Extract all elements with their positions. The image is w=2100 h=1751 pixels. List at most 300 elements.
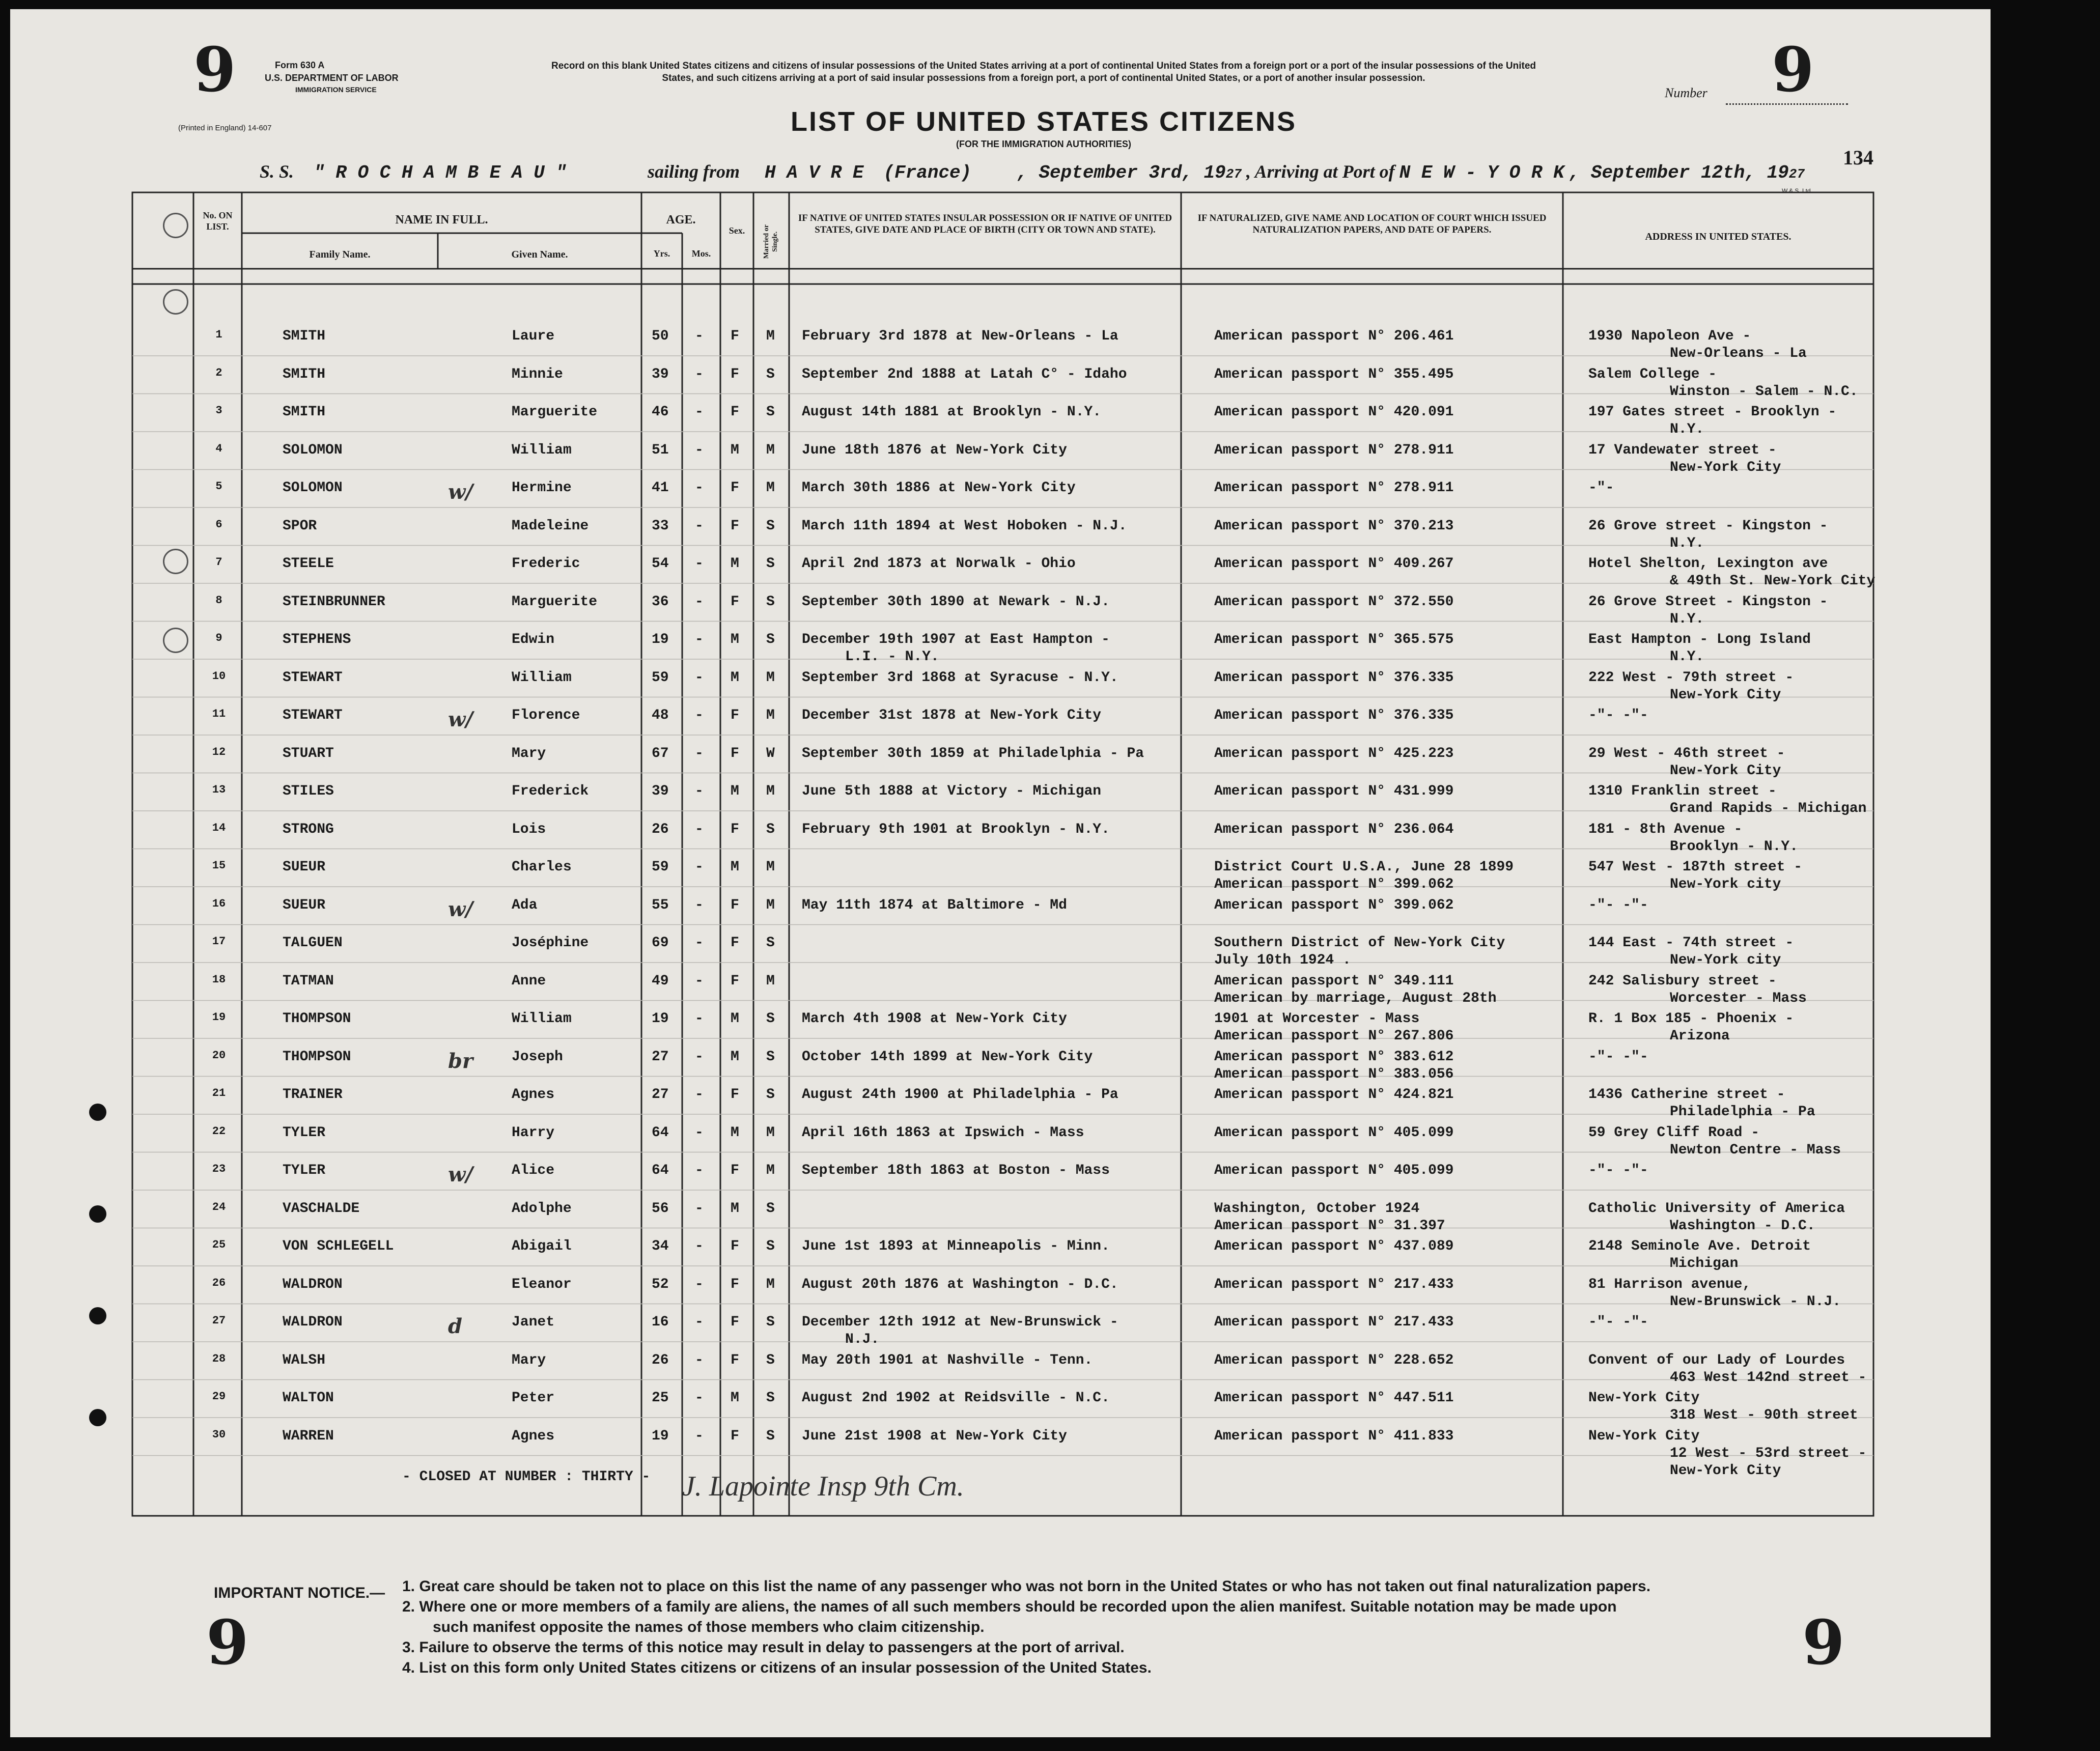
age-months: - xyxy=(695,1390,704,1406)
hdr-name: NAME IN FULL. xyxy=(395,213,488,227)
age-years: 19 xyxy=(652,1428,669,1444)
family-name: STEINBRUNNER xyxy=(283,594,385,610)
form-no: Form 630 A xyxy=(275,60,325,70)
ring-hole xyxy=(163,213,188,238)
form-title: LIST OF UNITED STATES CITIZENS xyxy=(791,106,1297,137)
marital-status: S xyxy=(766,594,775,610)
given-name: Agnes xyxy=(512,1087,555,1103)
age-months: - xyxy=(695,783,704,799)
row-number: 24 xyxy=(212,1200,226,1213)
hdr-age: AGE. xyxy=(666,213,696,227)
age-years: 67 xyxy=(652,745,669,761)
sex: M xyxy=(731,669,739,686)
age-months: - xyxy=(695,897,704,913)
family-name: SMITH xyxy=(283,328,326,344)
address: 242 Salisbury street - xyxy=(1588,973,1777,989)
address: 197 Gates street - Brooklyn - xyxy=(1588,404,1837,420)
row-number: 2 xyxy=(215,366,222,379)
annotation-mark: w/ xyxy=(448,480,473,504)
given-name: Joseph xyxy=(512,1049,563,1065)
naturalization-info: American passport N° 217.433 xyxy=(1214,1276,1454,1292)
age-months: - xyxy=(695,1352,704,1368)
given-name: Marguerite xyxy=(512,404,598,420)
marital-status: M xyxy=(766,1124,775,1141)
sex: M xyxy=(731,1200,739,1217)
birth-info: September 30th 1890 at Newark - N.J. xyxy=(802,594,1110,610)
printer-mark: W.& S. Ltd. xyxy=(1782,187,1813,194)
address: Hotel Shelton, Lexington ave xyxy=(1588,556,1828,572)
given-name: Joséphine xyxy=(512,935,589,951)
footer-number-right: 9 xyxy=(1802,1607,1845,1679)
sex: M xyxy=(731,442,739,458)
footer-number-left: 9 xyxy=(206,1607,249,1679)
naturalization-info: American passport N° 409.267 xyxy=(1214,556,1454,572)
address: 29 West - 46th street - xyxy=(1588,745,1785,761)
row-number: 18 xyxy=(212,973,226,986)
marital-status: S xyxy=(766,632,775,647)
sex: F xyxy=(731,1314,739,1330)
sex: F xyxy=(731,518,739,534)
address: 81 Harrison avenue, xyxy=(1588,1276,1751,1292)
address-cont: New-York city xyxy=(1670,877,1781,892)
marital-status: M xyxy=(766,328,775,344)
age-years: 46 xyxy=(652,404,669,420)
sex: M xyxy=(731,859,739,875)
annotation-mark: w/ xyxy=(448,897,473,921)
address: 26 Grove street - Kingston - xyxy=(1588,518,1828,534)
family-name: TYLER xyxy=(283,1124,326,1141)
hdr-address: ADDRESS IN UNITED STATES. xyxy=(1645,231,1791,242)
age-months: - xyxy=(695,1314,704,1330)
family-name: STEELE xyxy=(283,556,334,572)
marital-status: M xyxy=(766,1276,775,1292)
family-name: SUEUR xyxy=(283,897,326,913)
row-number: 14 xyxy=(212,821,226,834)
naturalization-info: American passport N° 383.612 xyxy=(1214,1049,1454,1065)
sex: F xyxy=(731,480,739,496)
row-number: 13 xyxy=(212,783,226,796)
age-months: - xyxy=(695,708,704,723)
address: 59 Grey Cliff Road - xyxy=(1588,1124,1760,1141)
row-number: 9 xyxy=(215,632,222,644)
age-years: 26 xyxy=(652,821,669,837)
family-name: TATMAN xyxy=(283,973,334,989)
annotation-mark: w/ xyxy=(448,1163,473,1187)
age-years: 41 xyxy=(652,480,669,496)
marital-status: S xyxy=(766,1238,775,1254)
hdr-family: Family Name. xyxy=(309,249,371,260)
marital-status: M xyxy=(766,783,775,799)
birth-info: April 16th 1863 at Ipswich - Mass xyxy=(802,1124,1084,1141)
sex: F xyxy=(731,328,739,344)
address-cont: N.Y. xyxy=(1670,421,1704,437)
annotation-mark: br xyxy=(448,1049,473,1073)
address-cont: Worcester - Mass xyxy=(1670,990,1807,1006)
address: East Hampton - Long Island xyxy=(1588,632,1811,647)
marital-status: M xyxy=(766,669,775,686)
ss-label: S. S. xyxy=(260,161,294,182)
naturalization-info: American passport N° 447.511 xyxy=(1214,1390,1454,1406)
family-name: SPOR xyxy=(283,518,317,534)
notice-item-4: 4. List on this form only United States citizens or citizens of an insular possession of the United States. xyxy=(402,1659,1152,1676)
naturalization-info-cont: American passport N° 31.397 xyxy=(1214,1218,1445,1234)
address-cont: New-Brunswick - N.J. xyxy=(1670,1293,1841,1310)
given-name: Ada xyxy=(512,897,538,913)
age-years: 36 xyxy=(652,594,669,610)
address-cont: Michigan xyxy=(1670,1256,1739,1272)
naturalization-info: American passport N° 405.099 xyxy=(1214,1163,1454,1178)
address: 1310 Franklin street - xyxy=(1588,783,1777,799)
birth-info: September 3rd 1868 at Syracuse - N.Y. xyxy=(802,669,1118,686)
age-months: - xyxy=(695,404,704,420)
country: (France) xyxy=(883,162,972,183)
address: 1930 Napoleon Ave - xyxy=(1588,328,1751,344)
naturalization-info: American passport N° 372.550 xyxy=(1214,594,1454,610)
naturalization-info-cont: American passport N° 267.806 xyxy=(1214,1028,1454,1044)
ring-hole xyxy=(163,549,188,574)
given-name: Hermine xyxy=(512,480,572,496)
family-name: STEWART xyxy=(283,708,343,723)
marital-status: M xyxy=(766,973,775,989)
given-name: William xyxy=(512,1011,572,1027)
birth-info: February 9th 1901 at Brooklyn - N.Y. xyxy=(802,821,1110,837)
punch-hole xyxy=(89,1104,106,1121)
sex: M xyxy=(731,1011,739,1027)
age-years: 26 xyxy=(652,1352,669,1368)
age-years: 59 xyxy=(652,859,669,875)
sex: F xyxy=(731,1163,739,1178)
age-months: - xyxy=(695,1276,704,1292)
age-months: - xyxy=(695,745,704,761)
age-months: - xyxy=(695,1238,704,1254)
sex: M xyxy=(731,556,739,572)
marital-status: S xyxy=(766,518,775,534)
page-number: 134 xyxy=(1843,146,1873,169)
birth-info: June 21st 1908 at New-York City xyxy=(802,1428,1067,1444)
given-name: Anne xyxy=(512,973,546,989)
birth-info: April 2nd 1873 at Norwalk - Ohio xyxy=(802,556,1076,572)
row-number: 23 xyxy=(212,1163,226,1175)
address-cont: Philadelphia - Pa xyxy=(1670,1104,1815,1120)
marital-status: S xyxy=(766,1049,775,1065)
naturalization-info: American passport N° 355.495 xyxy=(1214,366,1454,382)
age-months: - xyxy=(695,859,704,875)
marital-status: S xyxy=(766,1200,775,1217)
age-years: 19 xyxy=(652,1011,669,1027)
age-years: 25 xyxy=(652,1390,669,1406)
marital-status: S xyxy=(766,1428,775,1444)
row-number: 15 xyxy=(212,859,226,872)
port-from: H A V R E xyxy=(764,162,864,183)
row-number: 29 xyxy=(212,1390,226,1403)
family-name: VASCHALDE xyxy=(283,1200,360,1217)
age-years: 55 xyxy=(652,897,669,913)
naturalization-info-cont: American by marriage, August 28th xyxy=(1214,990,1497,1006)
naturalization-info: District Court U.S.A., June 28 1899 xyxy=(1214,859,1514,875)
family-name: SMITH xyxy=(283,404,326,420)
naturalization-info: American passport N° 411.833 xyxy=(1214,1428,1454,1444)
age-years: 39 xyxy=(652,783,669,799)
age-months: - xyxy=(695,1124,704,1141)
sex: M xyxy=(731,1049,739,1065)
form-subtitle: (FOR THE IMMIGRATION AUTHORITIES) xyxy=(956,139,1131,149)
sailing-label: sailing from xyxy=(647,161,740,182)
family-name: SOLOMON xyxy=(283,480,343,496)
age-years: 34 xyxy=(652,1238,669,1254)
age-years: 51 xyxy=(652,442,669,458)
family-name: STEWART xyxy=(283,669,343,686)
row-number: 19 xyxy=(212,1011,226,1024)
naturalization-info: American passport N° 278.911 xyxy=(1214,442,1454,458)
family-name: TYLER xyxy=(283,1163,326,1178)
inspector-signature: J. Lapointe Insp 9th Cm. xyxy=(682,1471,964,1502)
naturalization-info-cont: American passport N° 383.056 xyxy=(1214,1066,1454,1082)
naturalization-info: American passport N° 437.089 xyxy=(1214,1238,1454,1254)
age-months: - xyxy=(695,632,704,647)
age-months: - xyxy=(695,442,704,458)
address: New-York City xyxy=(1588,1428,1700,1444)
given-name: Mary xyxy=(512,745,546,761)
sail-date: , September 3rd, 19 xyxy=(1017,162,1226,183)
annotation-mark: d xyxy=(448,1314,462,1338)
family-name: WALTON xyxy=(283,1390,334,1406)
birth-info: March 11th 1894 at West Hoboken - N.J. xyxy=(802,518,1127,534)
age-years: 59 xyxy=(652,669,669,686)
naturalization-info: Washington, October 1924 xyxy=(1214,1200,1420,1217)
age-months: - xyxy=(695,594,704,610)
form-number-left: 9 xyxy=(193,34,236,106)
birth-info: May 20th 1901 at Nashville - Tenn. xyxy=(802,1352,1093,1368)
birth-info: June 5th 1888 at Victory - Michigan xyxy=(802,783,1102,799)
age-months: - xyxy=(695,366,704,382)
given-name: Mary xyxy=(512,1352,546,1368)
ring-hole xyxy=(163,628,188,653)
naturalization-info: American passport N° 278.911 xyxy=(1214,480,1454,496)
naturalization-info: Southern District of New-York City xyxy=(1214,935,1505,951)
birth-info: August 2nd 1902 at Reidsville - N.C. xyxy=(802,1390,1110,1406)
sex: F xyxy=(731,366,739,382)
birth-info: February 3rd 1878 at New-Orleans - La xyxy=(802,328,1118,344)
hdr-given: Given Name. xyxy=(511,249,568,260)
arrive-date: , September 12th, 19 xyxy=(1569,162,1789,183)
age-months: - xyxy=(695,1087,704,1103)
family-name: VON SCHLEGELL xyxy=(283,1238,394,1254)
address-cont: 463 West 142nd street - xyxy=(1670,1369,1867,1386)
birth-info: December 31st 1878 at New-York City xyxy=(802,708,1102,723)
closing-note: - CLOSED AT NUMBER : THIRTY - xyxy=(402,1469,651,1485)
sex: F xyxy=(731,935,739,951)
naturalization-info: American passport N° 425.223 xyxy=(1214,745,1454,761)
hdr-sex: Sex. xyxy=(729,225,745,236)
row-number: 8 xyxy=(215,594,222,607)
marital-status: S xyxy=(766,935,775,951)
arriving-label: , Arriving at Port of xyxy=(1246,161,1395,182)
age-months: - xyxy=(695,1428,704,1444)
row-number: 26 xyxy=(212,1276,226,1289)
sex: F xyxy=(731,897,739,913)
age-months: - xyxy=(695,1163,704,1178)
row-number: 10 xyxy=(212,669,226,683)
marital-status: S xyxy=(766,1011,775,1027)
naturalization-info: American passport N° 370.213 xyxy=(1214,518,1454,534)
row-number: 21 xyxy=(212,1087,226,1099)
naturalization-info: American passport N° 206.461 xyxy=(1214,328,1454,344)
age-months: - xyxy=(695,1200,704,1217)
address-cont: Grand Rapids - Michigan xyxy=(1670,801,1867,816)
birth-info: May 11th 1874 at Baltimore - Md xyxy=(802,897,1067,913)
given-name: Madeleine xyxy=(512,518,589,534)
hdr-married: Married or Single. xyxy=(763,224,779,259)
naturalization-info: American passport N° 420.091 xyxy=(1214,404,1454,420)
age-years: 39 xyxy=(652,366,669,382)
sex: F xyxy=(731,1238,739,1254)
given-name: Harry xyxy=(512,1124,555,1141)
birth-info: December 12th 1912 at New-Brunswick - xyxy=(802,1314,1118,1330)
sex: F xyxy=(731,594,739,610)
age-years: 33 xyxy=(652,518,669,534)
address: 547 West - 187th street - xyxy=(1588,859,1803,875)
naturalization-info: American passport N° 217.433 xyxy=(1214,1314,1454,1330)
age-months: - xyxy=(695,669,704,686)
age-years: 16 xyxy=(652,1314,669,1330)
naturalization-info-cont: July 10th 1924 . xyxy=(1214,952,1351,968)
address-cont: New-York city xyxy=(1670,952,1781,968)
address: -"- -"- xyxy=(1588,1163,1648,1178)
manifest-page xyxy=(10,9,1991,1737)
address: -"- -"- xyxy=(1588,897,1648,913)
form-number-right: 9 xyxy=(1772,34,1814,106)
sail-year: 27 xyxy=(1225,166,1242,182)
address: -"- -"- xyxy=(1588,708,1648,723)
age-years: 69 xyxy=(652,935,669,951)
address: R. 1 Box 185 - Phoenix - xyxy=(1588,1011,1794,1027)
address: -"- -"- xyxy=(1588,1314,1648,1330)
address-cont: New-York City xyxy=(1670,459,1781,475)
sex: M xyxy=(731,632,739,647)
address-cont: Newton Centre - Mass xyxy=(1670,1142,1841,1158)
given-name: Lois xyxy=(512,821,546,837)
family-name: WALDRON xyxy=(283,1276,343,1292)
birth-info: September 2nd 1888 at Latah C° - Idaho xyxy=(802,366,1127,382)
naturalization-info: 1901 at Worcester - Mass xyxy=(1214,1011,1420,1027)
family-name: WARREN xyxy=(283,1428,334,1444)
address: New-York City xyxy=(1588,1390,1700,1406)
age-years: 64 xyxy=(652,1163,669,1178)
hdr-birth: IF NATIVE OF UNITED STATES INSULAR POSSESSION OR IF NATIVE OF UNITED STATES, GIVE DATE AND PLACE OF BIRTH (CITY OR TOWN AND STATE). xyxy=(798,213,1172,235)
row-number: 20 xyxy=(212,1049,226,1062)
family-name: TRAINER xyxy=(283,1087,343,1103)
sex: F xyxy=(731,973,739,989)
birth-info: August 14th 1881 at Brooklyn - N.Y. xyxy=(802,404,1102,420)
birth-info: June 1st 1893 at Minneapolis - Minn. xyxy=(802,1238,1110,1254)
given-name: Peter xyxy=(512,1390,555,1406)
row-number: 25 xyxy=(212,1238,226,1251)
sex: F xyxy=(731,745,739,761)
address: 222 West - 79th street - xyxy=(1588,669,1794,686)
age-years: 50 xyxy=(652,328,669,344)
birth-info: June 18th 1876 at New-York City xyxy=(802,442,1067,458)
age-years: 54 xyxy=(652,556,669,572)
naturalization-info: American passport N° 424.821 xyxy=(1214,1087,1454,1103)
address-cont: New-Orleans - La xyxy=(1670,346,1807,361)
marital-status: W xyxy=(766,745,775,761)
given-name: Marguerite xyxy=(512,594,598,610)
row-number: 4 xyxy=(215,442,222,455)
notice-item-3: 3. Failure to observe the terms of this notice may result in delay to passengers at the port of arrival. xyxy=(402,1639,1125,1656)
marital-status: S xyxy=(766,1087,775,1103)
naturalization-info: American passport N° 376.335 xyxy=(1214,669,1454,686)
punch-hole xyxy=(89,1307,106,1324)
naturalization-info: American passport N° 431.999 xyxy=(1214,783,1454,799)
address: 144 East - 74th street - xyxy=(1588,935,1794,951)
birth-info-cont: L.I. - N.Y. xyxy=(845,649,939,665)
address: 2148 Seminole Ave. Detroit xyxy=(1588,1238,1811,1254)
family-name: SOLOMON xyxy=(283,442,343,458)
address-cont: 318 West - 90th street xyxy=(1670,1407,1858,1423)
family-name: SMITH xyxy=(283,366,326,382)
sex: M xyxy=(731,1390,739,1406)
marital-status: S xyxy=(766,1352,775,1368)
given-name: William xyxy=(512,442,572,458)
sex: M xyxy=(731,783,739,799)
row-number: 17 xyxy=(212,935,226,948)
age-months: - xyxy=(695,935,704,951)
hdr-mos: Mos. xyxy=(691,248,711,259)
family-name: STRONG xyxy=(283,821,334,837)
given-name: Laure xyxy=(512,328,555,344)
given-name: Frederic xyxy=(512,556,580,572)
naturalization-info-cont: American passport N° 399.062 xyxy=(1214,877,1454,892)
address: Salem College - xyxy=(1588,366,1717,382)
ring-hole xyxy=(163,289,188,315)
address-cont: N.Y. xyxy=(1670,611,1704,627)
birth-info-cont: N.J. xyxy=(845,1332,880,1347)
hdr-naturalized: IF NATURALIZED, GIVE NAME AND LOCATION OF COURT WHICH ISSUED NATURALIZATION PAPERS, AND DATE OF PAPERS. xyxy=(1197,213,1547,235)
address-cont: New-York City xyxy=(1670,687,1781,703)
marital-status: M xyxy=(766,1163,775,1178)
birth-info: September 30th 1859 at Philadelphia - Pa xyxy=(802,745,1144,761)
family-name: SUEUR xyxy=(283,859,326,875)
address: 1436 Catherine street - xyxy=(1588,1087,1785,1103)
given-name: William xyxy=(512,669,572,686)
marital-status: S xyxy=(766,556,775,572)
age-years: 56 xyxy=(652,1200,669,1217)
age-months: - xyxy=(695,556,704,572)
age-years: 27 xyxy=(652,1049,669,1065)
address-cont: Washington - D.C. xyxy=(1670,1218,1815,1234)
birth-info: August 20th 1876 at Washington - D.C. xyxy=(802,1276,1118,1292)
address: Catholic University of America xyxy=(1588,1200,1845,1217)
age-years: 19 xyxy=(652,632,669,647)
row-number: 22 xyxy=(212,1124,226,1138)
family-name: WALSH xyxy=(283,1352,326,1368)
hdr-no: No. ON LIST. xyxy=(203,210,233,232)
age-months: - xyxy=(695,480,704,496)
arrive-year: 27 xyxy=(1788,166,1805,182)
family-name: TALGUEN xyxy=(283,935,343,951)
given-name: Charles xyxy=(512,859,572,875)
sex: F xyxy=(731,821,739,837)
marital-status: S xyxy=(766,1314,775,1330)
annotation-mark: w/ xyxy=(448,708,473,731)
given-name: Janet xyxy=(512,1314,555,1330)
naturalization-info: American passport N° 228.652 xyxy=(1214,1352,1454,1368)
birth-info: March 4th 1908 at New-York City xyxy=(802,1011,1067,1027)
address-cont: N.Y. xyxy=(1670,649,1704,665)
notice-item-1: 1. Great care should be taken not to place on this list the name of any passenger who was not born in the United States or who has not taken out final naturalization papers. xyxy=(402,1578,1651,1595)
department: U.S. DEPARTMENT OF LABOR xyxy=(265,73,399,83)
age-months: - xyxy=(695,973,704,989)
